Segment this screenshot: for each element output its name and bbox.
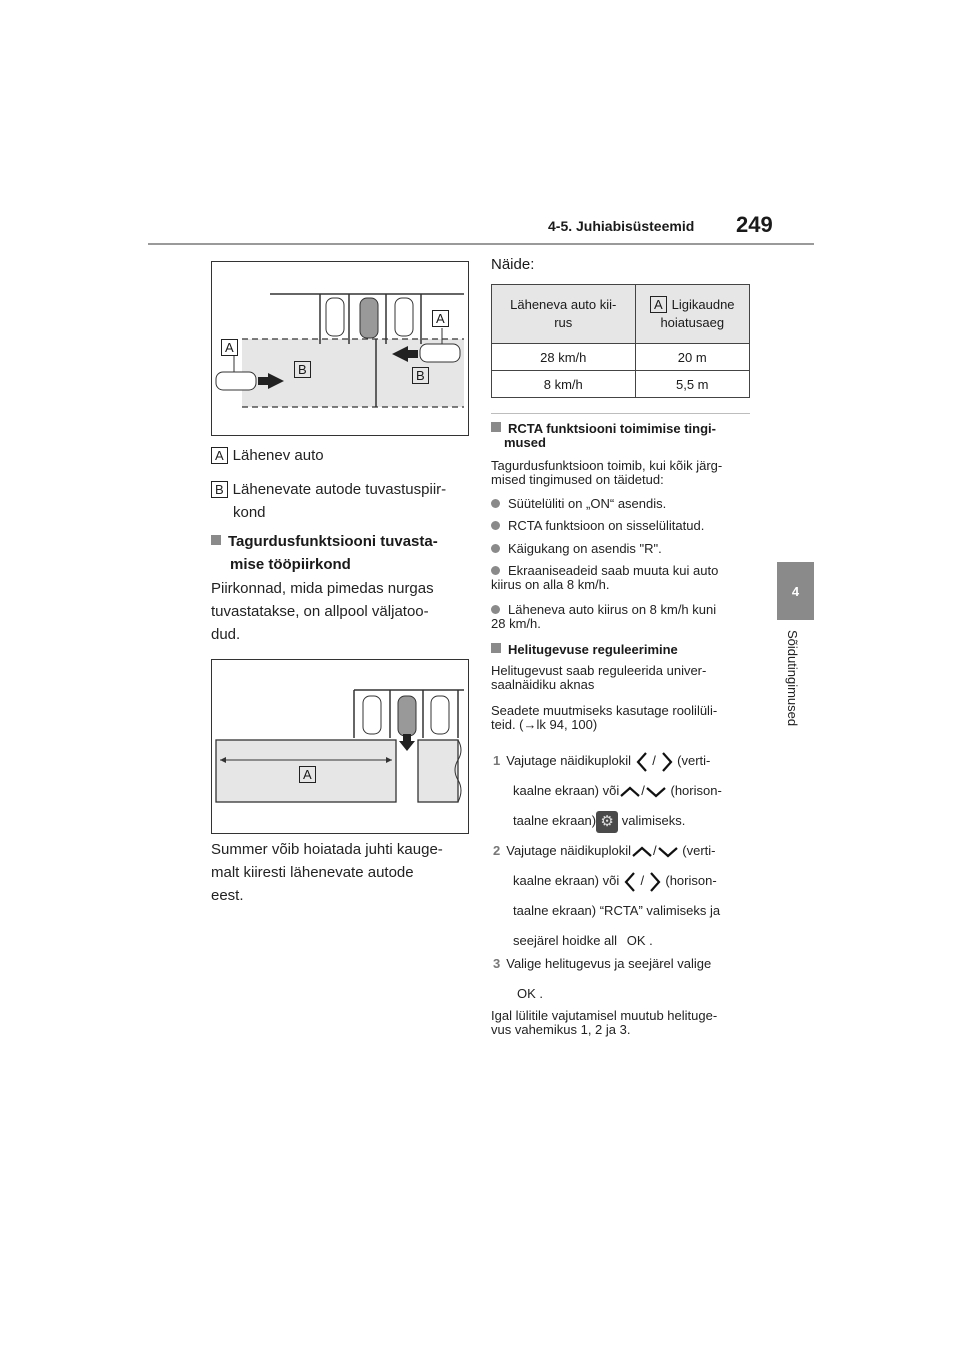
rcta-heading [491,422,716,450]
fig2-label-a-text: A [299,766,316,783]
legend-a-text: Lähenev auto [232,447,324,464]
step-1 [493,746,722,836]
step-number: 3 [493,956,501,971]
legend-a [211,444,324,467]
volume-para1-line2: saalnäidiku aknas [491,677,595,692]
chapter-number: 4 [791,583,800,599]
legend-a-letter: A [211,447,228,464]
ok-button-icon: OK [626,933,646,948]
volume-para2-line2: teid. (→lk 94, 100) [491,717,598,732]
label-a-left-text: A [221,339,238,356]
heading-square-icon [211,535,221,545]
rcta-intro [491,459,722,487]
volume-para1 [491,664,706,692]
step-number: 1 [493,753,501,768]
closing-line2: vus vahemikus 1, 2 ja 3. [491,1022,631,1037]
step-text: / [641,783,645,798]
label-b-right-text: B [412,367,429,384]
bullet-icon [491,544,500,553]
volume-para2 [491,704,717,732]
chevron-up-icon [631,845,653,859]
label-b-right [412,367,434,385]
step-text: (horison- [670,783,722,798]
chevron-right-icon [660,751,674,773]
step-number: 2 [493,843,501,858]
figure-detection-range [211,659,469,834]
figure-rcta-approaching [211,261,469,436]
ok-button-icon: OK [517,986,536,1001]
chapter-tab [777,562,814,620]
volume-heading-text: Helitugevuse reguleerimine [508,642,678,657]
legend-b [211,478,446,524]
table-header-speed [492,285,636,344]
table-cell: 20 m [635,344,750,371]
table-header-row [492,285,750,344]
bullet-text: Käigukang on asendis "R". [508,541,662,556]
rcta-bullet [491,497,666,511]
gear-icon: ⚙ [596,811,618,833]
table-row [492,344,750,371]
step-text: . [539,986,544,1001]
header-divider [148,243,814,245]
para1-line-3: dud. [211,626,241,643]
step-text: kaalne ekraan) või [513,783,620,798]
heading-square-icon [491,422,501,432]
step-2 [493,836,720,956]
detection-paragraph [211,577,434,646]
bullet-text-cont: 28 km/h. [491,616,541,631]
bullet-text: Läheneva auto kiirus on 8 km/h kuni [508,602,717,617]
label-b-left [294,361,316,379]
step-text: kaalne ekraan) või [513,873,620,888]
label-a-right-text: A [432,310,449,327]
figure-rcta-approaching-drawing [212,262,468,435]
heading-square-icon [491,643,501,653]
table-cell: 5,5 m [635,371,750,398]
para1-line-2: tuvastatakse, on allpool väljatoo- [211,603,429,620]
warning-paragraph [211,838,443,907]
table-divider [491,413,750,414]
step-text: (verti- [677,753,711,768]
header-speed-line2: rus [554,315,573,330]
step-text: (horison- [665,873,717,888]
chevron-left-icon [635,751,649,773]
para1-line-1: Piirkonnad, mida pimedas nurgas [211,580,434,597]
heading-line-2: mise tööpiirkond [230,556,351,573]
label-b-left-text: B [294,361,311,378]
step-text: / [652,753,656,768]
chevron-up-icon [619,785,641,799]
table-cell: 28 km/h [492,344,636,371]
section-title: 4-5. Juhiabisüsteemid [548,218,695,234]
example-table [491,284,750,398]
para2-line-3: eest. [211,887,244,904]
legend-b-text-1: Lähenevate autode tuvastuspiir- [232,481,447,498]
fig2-label-a [299,766,321,784]
step-text: (verti- [682,843,716,858]
step-text: Valige helitugevus ja seejärel valige [506,956,712,971]
step-text: seejärel hoidke all [513,933,618,948]
step-text: Vajutage näidikuplokil [506,843,632,858]
bullet-text: RCTA funktsioon on sisselülitatud. [508,518,705,533]
example-title: Näide: [491,256,535,273]
heading-line-1: Tagurdusfunktsiooni tuvasta- [228,533,438,550]
volume-para2-line1: Seadete muutmiseks kasutage roolilüli- [491,703,718,718]
bullet-text: Ekraaniseadeid saab muuta kui auto [508,563,719,578]
step-text: / [640,873,645,888]
rcta-intro-line2: mised tingimused on täidetud: [491,472,664,487]
chevron-right-icon [648,871,662,893]
para2-line-2: malt kiiresti lähenevate autode [211,864,414,881]
table-row [492,371,750,398]
step-text: taalne ekraan) “RCTA” valimiseks ja [513,903,721,918]
legend-b-text-2: kond [233,504,266,521]
rcta-bullet [491,564,718,592]
chevron-left-icon [623,871,637,893]
detection-range-heading [211,530,438,576]
bullet-icon [491,521,500,530]
closing-line1: Igal lülitile vajutamisel muutub helituge- [491,1008,718,1023]
chapter-label: Sõidutingimused [785,630,800,727]
bullet-text-cont: kiirus on alla 8 km/h. [491,577,610,592]
table-header-time [635,285,750,344]
rcta-heading-line2: mused [504,435,546,450]
legend-b-letter: B [211,481,228,498]
rcta-bullet [491,542,662,556]
step-text: taalne ekraan) [513,813,597,828]
header-time-line1: Ligikaudne [671,297,735,312]
chevron-down-icon [645,785,667,799]
header-time-line2: hoiatusaeg [660,315,725,330]
figure-detection-range-drawing [212,660,468,833]
step-text: . [649,933,653,948]
rcta-bullet [491,603,716,631]
rcta-heading-line1: RCTA funktsiooni toimimise tingi- [508,421,716,436]
bullet-icon [491,566,500,575]
bullet-text: Süütelüliti on „ON“ asendis. [508,496,667,511]
rcta-intro-line1: Tagurdusfunktsioon toimib, kui kõik järg- [491,458,723,473]
rcta-bullet [491,519,704,533]
volume-para1-line1: Helitugevust saab reguleerida univer- [491,663,707,678]
chevron-down-icon [657,845,679,859]
header-speed-line1: Läheneva auto kii- [510,297,617,312]
step-text: / [653,843,657,858]
bullet-icon [491,605,500,614]
volume-heading [491,643,678,657]
header-time-letter: A [650,296,667,313]
page-number: 249 [736,212,773,237]
step-text: valimiseks. [621,813,686,828]
table-cell: 8 km/h [492,371,636,398]
step-text: Vajutage näidikuplokil [506,753,632,768]
para2-line-1: Summer võib hoiatada juhti kauge- [211,841,443,858]
volume-closing [491,1009,717,1037]
label-a-left [221,339,243,357]
bullet-icon [491,499,500,508]
step-3 [493,949,711,1009]
label-a-right [432,310,454,328]
